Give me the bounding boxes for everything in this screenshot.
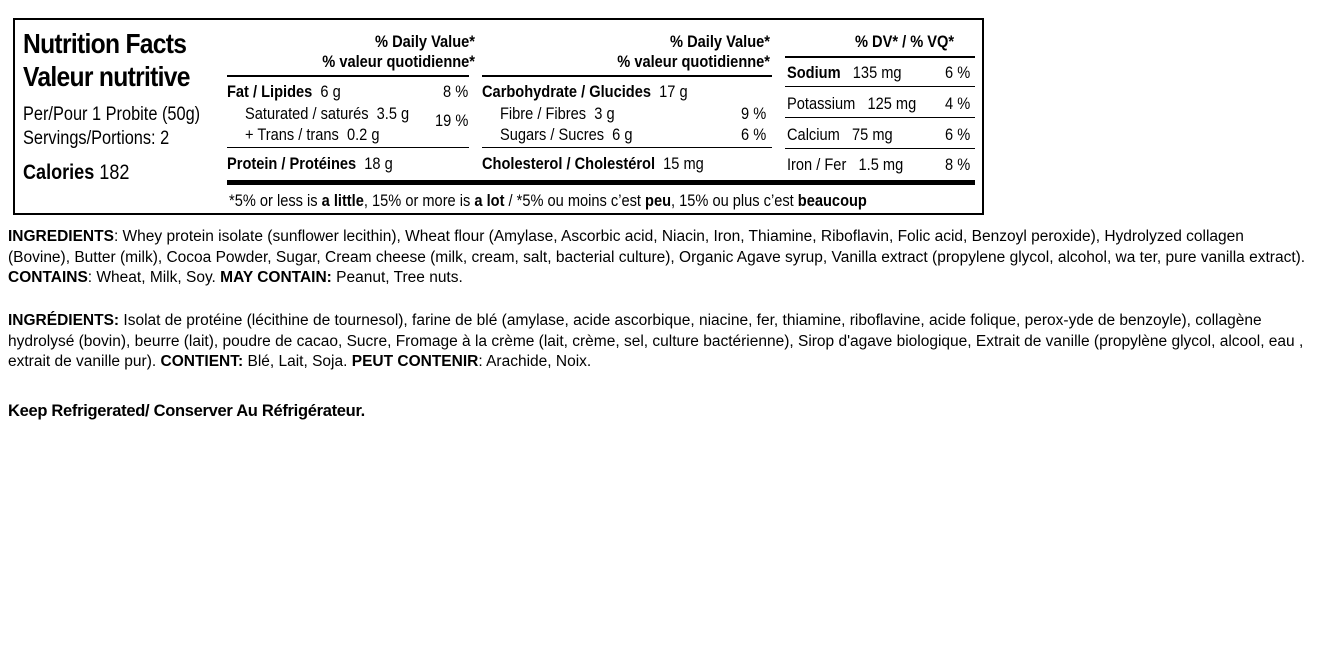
ingredients-fr [8, 311, 1308, 373]
contains-label: CONTIENT: [160, 353, 244, 370]
saturated-trans-dv: 19 % [435, 111, 469, 130]
contains-text: : Wheat, Milk, Soy. [87, 269, 221, 286]
iron-amount: 1.5 mg [858, 155, 904, 174]
fat-row [227, 82, 341, 102]
fat-dv: 8 % [443, 82, 469, 101]
storage-instruction: Keep Refrigerated/ Conserver Au Réfrigérateur. [8, 402, 365, 420]
may-contain-label: PEUT CONTENIR [351, 353, 479, 370]
title-en: Nutrition Facts [23, 28, 187, 59]
carb-row [482, 82, 688, 102]
ingredients-en [8, 227, 1308, 289]
calcium-dv: 6 % [945, 125, 971, 144]
sodium-row [787, 63, 902, 83]
divider [227, 75, 469, 77]
saturated-label: Saturated / saturés [245, 104, 369, 123]
footnote-text: *5% or less is [229, 191, 322, 210]
sugars-amount: 6 g [612, 125, 633, 144]
footnote [229, 191, 867, 211]
fibre-amount: 3 g [594, 104, 615, 123]
protein-amount: 18 g [364, 154, 393, 173]
nutrition-facts-label [13, 18, 984, 215]
may-contain-label: MAY CONTAIN: [220, 269, 332, 286]
trans-row [245, 125, 380, 145]
may-contain-text: : Arachide, Noix. [478, 353, 592, 370]
potassium-dv: 4 % [945, 94, 971, 113]
cholesterol-row [482, 154, 704, 174]
iron-dv: 8 % [945, 155, 971, 174]
footnote-text: / *5% ou moins c’est [504, 191, 646, 210]
divider [785, 117, 975, 118]
footnote-bold: beaucoup [797, 191, 867, 210]
calcium-row [787, 125, 893, 145]
ingredients-text: Isolat de protéine (lécithine de tournesol), farine de blé (amylase, acide ascorbique, niacine, fer, thiamine, riboflavine, acide folique, perox-yde de benzoyle), collagène hydrolysé (bovin), beurre (lait), poudre de cacao, Sucre, Fromage à la crème (lait, crème, sel, culture bactérienne), Sirop d'agave biologique, Extrait de vanille (propylène glycol, alcool, eau , extrait de vanille pur). [8, 312, 1304, 370]
fibre-row [500, 104, 615, 124]
trans-amount: 0.2 g [346, 125, 380, 144]
sugars-dv: 6 % [741, 125, 767, 144]
dv-header-en-2: % Daily Value* [670, 32, 770, 51]
fat-amount: 6 g [320, 82, 341, 101]
iron-row [787, 155, 903, 175]
potassium-amount: 125 mg [867, 94, 917, 113]
calcium-label: Calcium [787, 125, 840, 144]
cholesterol-amount: 15 mg [663, 154, 704, 173]
ingredients-heading: INGREDIENTS [8, 228, 114, 245]
footnote-bold: a lot [474, 191, 505, 210]
ingredients-heading: INGRÉDIENTS: [8, 312, 120, 329]
dv-header-fr-1: % valeur quotidienne* [322, 52, 475, 71]
divider [227, 147, 469, 148]
saturated-row [245, 104, 409, 124]
protein-label: Protein / Protéines [227, 154, 357, 173]
footnote-text: , 15% or more is [363, 191, 475, 210]
footnote-bold: peu [645, 191, 672, 210]
ingredients-text: : Whey protein isolate (sunflower lecithin), Wheat flour (Amylase, Ascorbic acid, Niacin, Iron, Thiamine, Riboflavin, Folic acid, Benzoyl peroxide), Hydrolyzed collagen (Bovine), Butter (milk), Cocoa Powder, Sugar, Cream cheese (milk, cream, salt, bacterial culture), Organic Agave syrup, Vanilla extract (propylene glycol, alcohol, wa ter, pure vanilla extract). [8, 228, 1306, 266]
sugars-row [500, 125, 632, 145]
fibre-label: Fibre / Fibres [500, 104, 587, 123]
iron-label: Iron / Fer [787, 155, 847, 174]
potassium-label: Potassium [787, 94, 856, 113]
sodium-dv: 6 % [945, 63, 971, 82]
fibre-dv: 9 % [741, 104, 767, 123]
calcium-amount: 75 mg [851, 125, 893, 144]
sugars-label: Sugars / Sucres [500, 125, 605, 144]
carb-amount: 17 g [659, 82, 688, 101]
divider [482, 75, 772, 77]
title-fr: Valeur nutritive [23, 61, 190, 92]
potassium-row [787, 94, 916, 114]
calories-row [23, 161, 129, 185]
may-contain-text: Peanut, Tree nuts. [331, 269, 463, 286]
footnote-bold: a little [321, 191, 364, 210]
dv-header-short: % DV* / % VQ* [855, 32, 955, 51]
saturated-amount: 3.5 g [376, 104, 410, 123]
sodium-label: Sodium [787, 63, 841, 82]
serving-size: Per/Pour 1 Probite (50g) [23, 104, 201, 125]
divider [785, 148, 975, 149]
calories-label: Calories [23, 161, 95, 184]
contains-label: CONTAINS [8, 269, 88, 286]
carb-label: Carbohydrate / Glucides [482, 82, 651, 101]
trans-label: + Trans / trans [245, 125, 339, 144]
contains-text: Blé, Lait, Soja. [243, 353, 352, 370]
calories-value: 182 [99, 161, 130, 184]
thick-divider [227, 180, 975, 185]
divider [785, 56, 975, 58]
servings-per-container: Servings/Portions: 2 [23, 128, 170, 149]
footnote-text: , 15% ou plus c’est [671, 191, 798, 210]
protein-row [227, 154, 393, 174]
dv-header-en-1: % Daily Value* [375, 32, 475, 51]
divider [482, 147, 772, 148]
cholesterol-label: Cholesterol / Cholestérol [482, 154, 656, 173]
divider [785, 86, 975, 87]
fat-label: Fat / Lipides [227, 82, 313, 101]
sodium-amount: 135 mg [852, 63, 902, 82]
dv-header-fr-2: % valeur quotidienne* [617, 52, 770, 71]
